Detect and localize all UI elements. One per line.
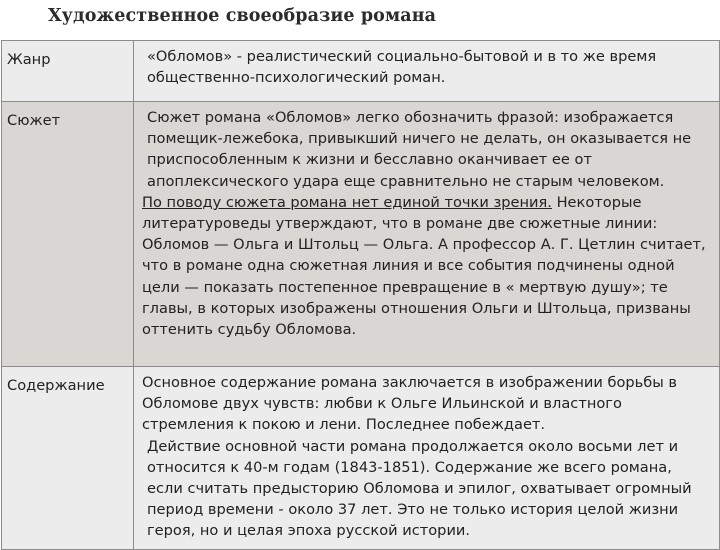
table-row-genre <box>2 41 720 102</box>
table-row-content <box>2 367 720 550</box>
underlined-text: По поводу сюжета романа нет единой точки зрения. <box>142 193 552 211</box>
page-title: Художественное своеобразие романа <box>48 6 437 26</box>
row-label: Сюжет <box>2 102 134 367</box>
content-text: Действие основной части романа продолжается около восьми лет и относится к 40-м годам (1843-1851). Содержание же всего романа, если считать предысторию Обломова и эпилог, охватывает огромный период времени - около 37 лет. Это не только история целой жизни героя, но и целая эпоха русской истории. <box>147 437 692 540</box>
content-text: Основное содержание романа заключается в изображении борьбы в Обломове двух чувств: любви к Ольге Ильинской и властного стремления к покою и лени. Последнее побеждает. <box>142 374 678 434</box>
table-row-plot <box>2 102 720 367</box>
content-text-continued: Некоторые литературоведы утверждают, что в романе две сюжетные линии: Обломов — Ольга и Штольц — Ольга. А профессор А. Г. Цетлин считает, что в романе одна сюжетная линия и все события подчинены одной цели — показать постепенное превращение в « мертвую душу»; те главы, в которых изображены отношения Ольги и Штольца, призваны оттенить судьбу Обломова. <box>142 193 706 339</box>
row-content <box>134 367 720 550</box>
content-text: Сюжет романа «Обломов» легко обозначить фразой: изображается помещик-лежебока, привыкший ничего не делать, он оказывается не приспособленным к жизни и бесславно оканчивает ее от апоплексического удара еще сравнительно не старым человеком. <box>147 109 692 190</box>
row-label: Содержание <box>2 367 134 550</box>
info-table <box>1 40 720 550</box>
row-content <box>134 102 720 367</box>
row-content <box>134 41 720 102</box>
content-text <box>142 192 711 340</box>
row-label: Жанр <box>2 41 134 102</box>
content-text: «Обломов» - реалистический социально-бытовой и в то же время общественно-психологический роман. <box>147 48 657 87</box>
